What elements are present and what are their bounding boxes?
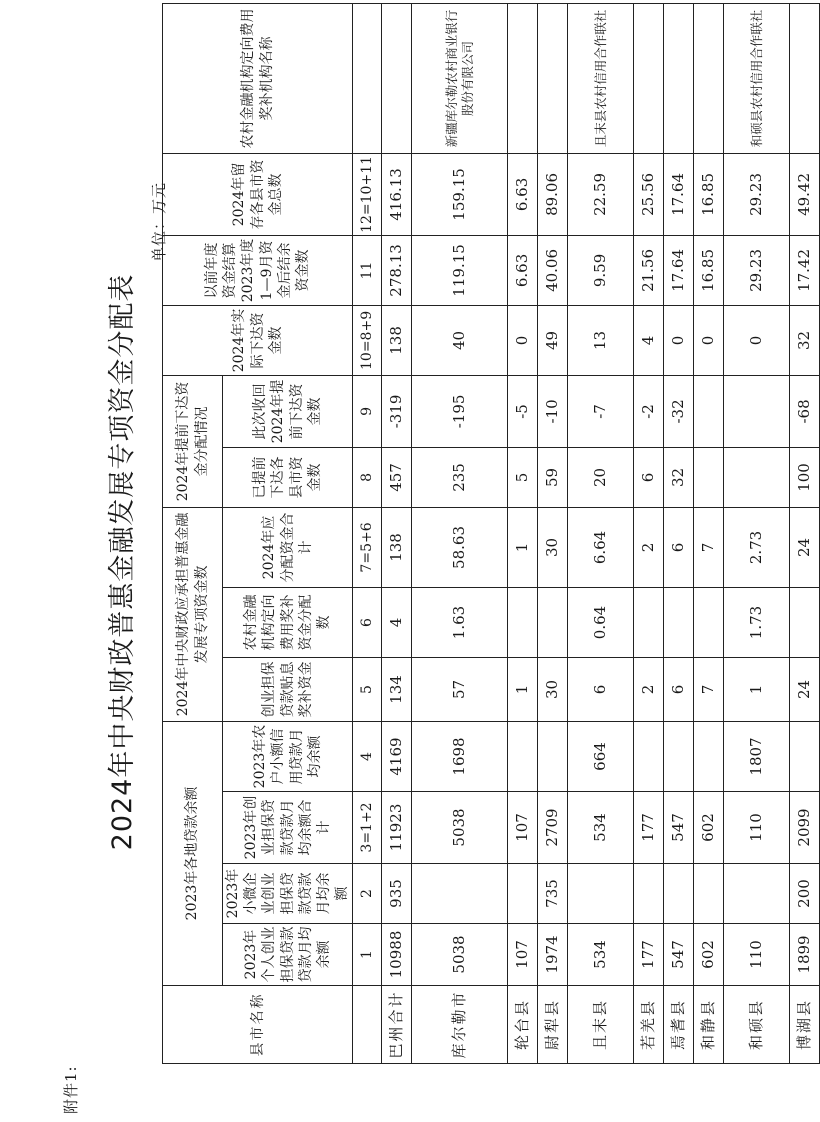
value-cell <box>724 864 790 924</box>
value-cell: 110 <box>724 792 790 864</box>
county-name-cell: 且末县 <box>568 986 634 1064</box>
col12-header: 2024年留存各县市资金总数 <box>163 153 353 235</box>
value-cell: 0 <box>724 305 790 375</box>
institution-name-cell: 且末县农村信用合作联社 <box>568 3 634 153</box>
value-cell <box>694 447 724 507</box>
value-cell <box>412 864 508 924</box>
value-cell: 10988 <box>382 924 412 986</box>
value-cell: 2099 <box>790 792 820 864</box>
value-cell: 40 <box>412 305 508 375</box>
institution-name-cell: 和硕县农村信用合作联社 <box>724 3 790 153</box>
value-cell <box>538 721 568 791</box>
value-cell <box>538 587 568 657</box>
value-cell: -7 <box>568 375 634 447</box>
document-title: 2024年中央财政普惠金融发展专项资金分配表 <box>107 273 138 851</box>
table-row <box>412 3 508 1063</box>
value-cell: 534 <box>568 792 634 864</box>
value-cell: 59 <box>538 447 568 507</box>
value-cell: 1 <box>508 657 538 721</box>
value-cell <box>508 587 538 657</box>
value-cell: 6.64 <box>568 507 634 587</box>
index-cell: 12=10+11 <box>353 153 382 235</box>
value-cell: 7 <box>694 657 724 721</box>
table-row <box>568 3 634 1063</box>
value-cell <box>724 375 790 447</box>
value-cell: 1899 <box>790 924 820 986</box>
value-cell: -2 <box>634 375 664 447</box>
value-cell: 235 <box>412 447 508 507</box>
value-cell <box>694 375 724 447</box>
institution-name-cell <box>382 3 412 153</box>
value-cell: 0 <box>508 305 538 375</box>
value-cell: -319 <box>382 375 412 447</box>
col2-header: 2023年小微企业创业担保贷款贷款月均余额 <box>223 864 353 924</box>
col11-header: 以前年度资金结算2023年度1—9月资金后结余资金数 <box>163 235 353 305</box>
value-cell <box>790 587 820 657</box>
institution-name-cell <box>664 3 694 153</box>
index-cell: 2 <box>353 864 382 924</box>
value-cell: 0 <box>694 305 724 375</box>
value-cell: -5 <box>508 375 538 447</box>
county-name-cell: 博湖县 <box>790 986 820 1064</box>
col6-header: 农村金融机构定向费用奖补资金分配数 <box>223 587 353 657</box>
table-row <box>538 3 568 1063</box>
county-name-cell: 尉犁县 <box>538 986 568 1064</box>
value-cell: 6 <box>664 507 694 587</box>
value-cell: -68 <box>790 375 820 447</box>
value-cell: 1974 <box>538 924 568 986</box>
value-cell <box>634 721 664 791</box>
index-cell: 10=8+9 <box>353 305 382 375</box>
col7-header: 2024年应分配资金合计 <box>223 507 353 587</box>
col4-header: 2023年农户小额信用贷款月均余额 <box>223 721 353 791</box>
value-cell: 602 <box>694 924 724 986</box>
institution-name-cell: 新疆库尔勒农村商业银行股份有限公司 <box>412 3 508 153</box>
value-cell: 107 <box>508 924 538 986</box>
value-cell: 7 <box>694 507 724 587</box>
value-cell <box>694 587 724 657</box>
col5-header: 创业担保贷款贴息奖补资金 <box>223 657 353 721</box>
county-name-cell: 和静县 <box>694 986 724 1064</box>
value-cell: 159.15 <box>412 153 508 235</box>
value-cell: 16.85 <box>694 235 724 305</box>
value-cell: 119.15 <box>412 235 508 305</box>
value-cell: 32 <box>790 305 820 375</box>
col9-header: 此次收回2024年提前下达资金数 <box>223 375 353 447</box>
value-cell: -10 <box>538 375 568 447</box>
value-cell: 5038 <box>412 924 508 986</box>
value-cell: 30 <box>538 507 568 587</box>
header-row-1 <box>163 3 223 1063</box>
value-cell: 29.23 <box>724 153 790 235</box>
value-cell: 2.73 <box>724 507 790 587</box>
value-cell: -195 <box>412 375 508 447</box>
value-cell <box>634 587 664 657</box>
value-cell <box>664 721 694 791</box>
value-cell: 4169 <box>382 721 412 791</box>
col10-header: 2024年实际下达资金数 <box>163 305 353 375</box>
value-cell: 278.13 <box>382 235 412 305</box>
value-cell: 1.73 <box>724 587 790 657</box>
index-cell: 1 <box>353 924 382 986</box>
value-cell: 4 <box>382 587 412 657</box>
value-cell: 107 <box>508 792 538 864</box>
value-cell <box>724 447 790 507</box>
value-cell: 30 <box>538 657 568 721</box>
value-cell: 1.63 <box>412 587 508 657</box>
value-cell: 4 <box>634 305 664 375</box>
index-cell: 7=5+6 <box>353 507 382 587</box>
county-name-cell: 若羌县 <box>634 986 664 1064</box>
index-cell: 4 <box>353 721 382 791</box>
value-cell: 177 <box>634 792 664 864</box>
value-cell: 58.63 <box>412 507 508 587</box>
index-cell: 11 <box>353 235 382 305</box>
value-cell <box>694 864 724 924</box>
value-cell: 200 <box>790 864 820 924</box>
value-cell: 22.59 <box>568 153 634 235</box>
table-row <box>382 3 412 1063</box>
index-cell: 9 <box>353 375 382 447</box>
value-cell: 13 <box>568 305 634 375</box>
value-cell: 6 <box>568 657 634 721</box>
value-cell <box>694 721 724 791</box>
loan-balance-group-header: 2023年各地贷款余额 <box>163 721 223 985</box>
index-blank <box>353 986 382 1064</box>
value-cell: 21.56 <box>634 235 664 305</box>
value-cell: 547 <box>664 792 694 864</box>
value-cell: 138 <box>382 507 412 587</box>
value-cell: 1 <box>724 657 790 721</box>
value-cell: 9.59 <box>568 235 634 305</box>
value-cell: 6.63 <box>508 235 538 305</box>
value-cell: 5038 <box>412 792 508 864</box>
value-cell: 416.13 <box>382 153 412 235</box>
value-cell: 32 <box>664 447 694 507</box>
index-cell: 5 <box>353 657 382 721</box>
value-cell: 2 <box>634 507 664 587</box>
value-cell: 0.64 <box>568 587 634 657</box>
table-row <box>724 3 790 1063</box>
value-cell: 1807 <box>724 721 790 791</box>
value-cell <box>508 864 538 924</box>
value-cell: 24 <box>790 507 820 587</box>
table-row <box>634 3 664 1063</box>
value-cell: 457 <box>382 447 412 507</box>
value-cell: 547 <box>664 924 694 986</box>
value-cell <box>664 587 694 657</box>
county-name-cell: 焉耆县 <box>664 986 694 1064</box>
value-cell: 20 <box>568 447 634 507</box>
value-cell: 49 <box>538 305 568 375</box>
institution-name-cell <box>694 3 724 153</box>
unit-label: 单位：万元 <box>150 181 168 262</box>
table-row <box>664 3 694 1063</box>
value-cell <box>634 864 664 924</box>
value-cell: 17.64 <box>664 153 694 235</box>
allocation-table <box>162 3 820 1064</box>
value-cell: 16.85 <box>694 153 724 235</box>
value-cell: 0 <box>664 305 694 375</box>
central-fund-group-header: 2024年中央财政应承担普惠金融发展专项资金数 <box>163 507 223 721</box>
value-cell: 735 <box>538 864 568 924</box>
col8-header: 已提前下达各县市资金数 <box>223 447 353 507</box>
value-cell: 2 <box>634 657 664 721</box>
value-cell <box>568 864 634 924</box>
value-cell: 602 <box>694 792 724 864</box>
index-cell: 6 <box>353 587 382 657</box>
value-cell <box>508 721 538 791</box>
value-cell: 11923 <box>382 792 412 864</box>
formula-index-row <box>353 3 382 1063</box>
county-header: 县市名称 <box>163 986 353 1064</box>
value-cell: 5 <box>508 447 538 507</box>
value-cell: 6 <box>634 447 664 507</box>
value-cell: 24 <box>790 657 820 721</box>
advance-fund-group-header: 2024年提前下达资金分配情况 <box>163 375 223 507</box>
value-cell: 664 <box>568 721 634 791</box>
county-name-cell: 和硕县 <box>724 986 790 1064</box>
value-cell: 1698 <box>412 721 508 791</box>
value-cell: 6.63 <box>508 153 538 235</box>
value-cell: 57 <box>412 657 508 721</box>
col3-header: 2023年创业担保贷款贷款月均余额合计 <box>223 792 353 864</box>
value-cell: 17.64 <box>664 235 694 305</box>
county-name-cell: 巴州合计 <box>382 986 412 1064</box>
index-cell: 8 <box>353 447 382 507</box>
value-cell: 29.23 <box>724 235 790 305</box>
value-cell: 2709 <box>538 792 568 864</box>
institution-name-cell <box>634 3 664 153</box>
value-cell: 110 <box>724 924 790 986</box>
value-cell: 134 <box>382 657 412 721</box>
value-cell <box>664 864 694 924</box>
value-cell: 49.42 <box>790 153 820 235</box>
attachment-label: 附件1: <box>62 1065 80 1114</box>
value-cell <box>790 721 820 791</box>
county-name-cell: 轮台县 <box>508 986 538 1064</box>
value-cell: 17.42 <box>790 235 820 305</box>
institution-name-cell <box>790 3 820 153</box>
table-row <box>508 3 538 1063</box>
institution-name-cell <box>538 3 568 153</box>
value-cell: -32 <box>664 375 694 447</box>
value-cell: 40.06 <box>538 235 568 305</box>
value-cell: 1 <box>508 507 538 587</box>
value-cell: 100 <box>790 447 820 507</box>
col1-header: 2023年个人创业担保贷款贷款月均余额 <box>223 924 353 986</box>
value-cell: 935 <box>382 864 412 924</box>
value-cell: 177 <box>634 924 664 986</box>
value-cell: 534 <box>568 924 634 986</box>
value-cell: 138 <box>382 305 412 375</box>
table-body <box>382 3 820 1063</box>
table-row <box>790 3 820 1063</box>
county-name-cell: 库尔勒市 <box>412 986 508 1064</box>
value-cell: 25.56 <box>634 153 664 235</box>
col13-header: 农村金融机构定向费用奖补机构名称 <box>163 3 353 153</box>
institution-name-cell <box>508 3 538 153</box>
index-cell: 3=1+2 <box>353 792 382 864</box>
table-row <box>694 3 724 1063</box>
value-cell: 89.06 <box>538 153 568 235</box>
value-cell: 6 <box>664 657 694 721</box>
index-blank <box>353 3 382 153</box>
